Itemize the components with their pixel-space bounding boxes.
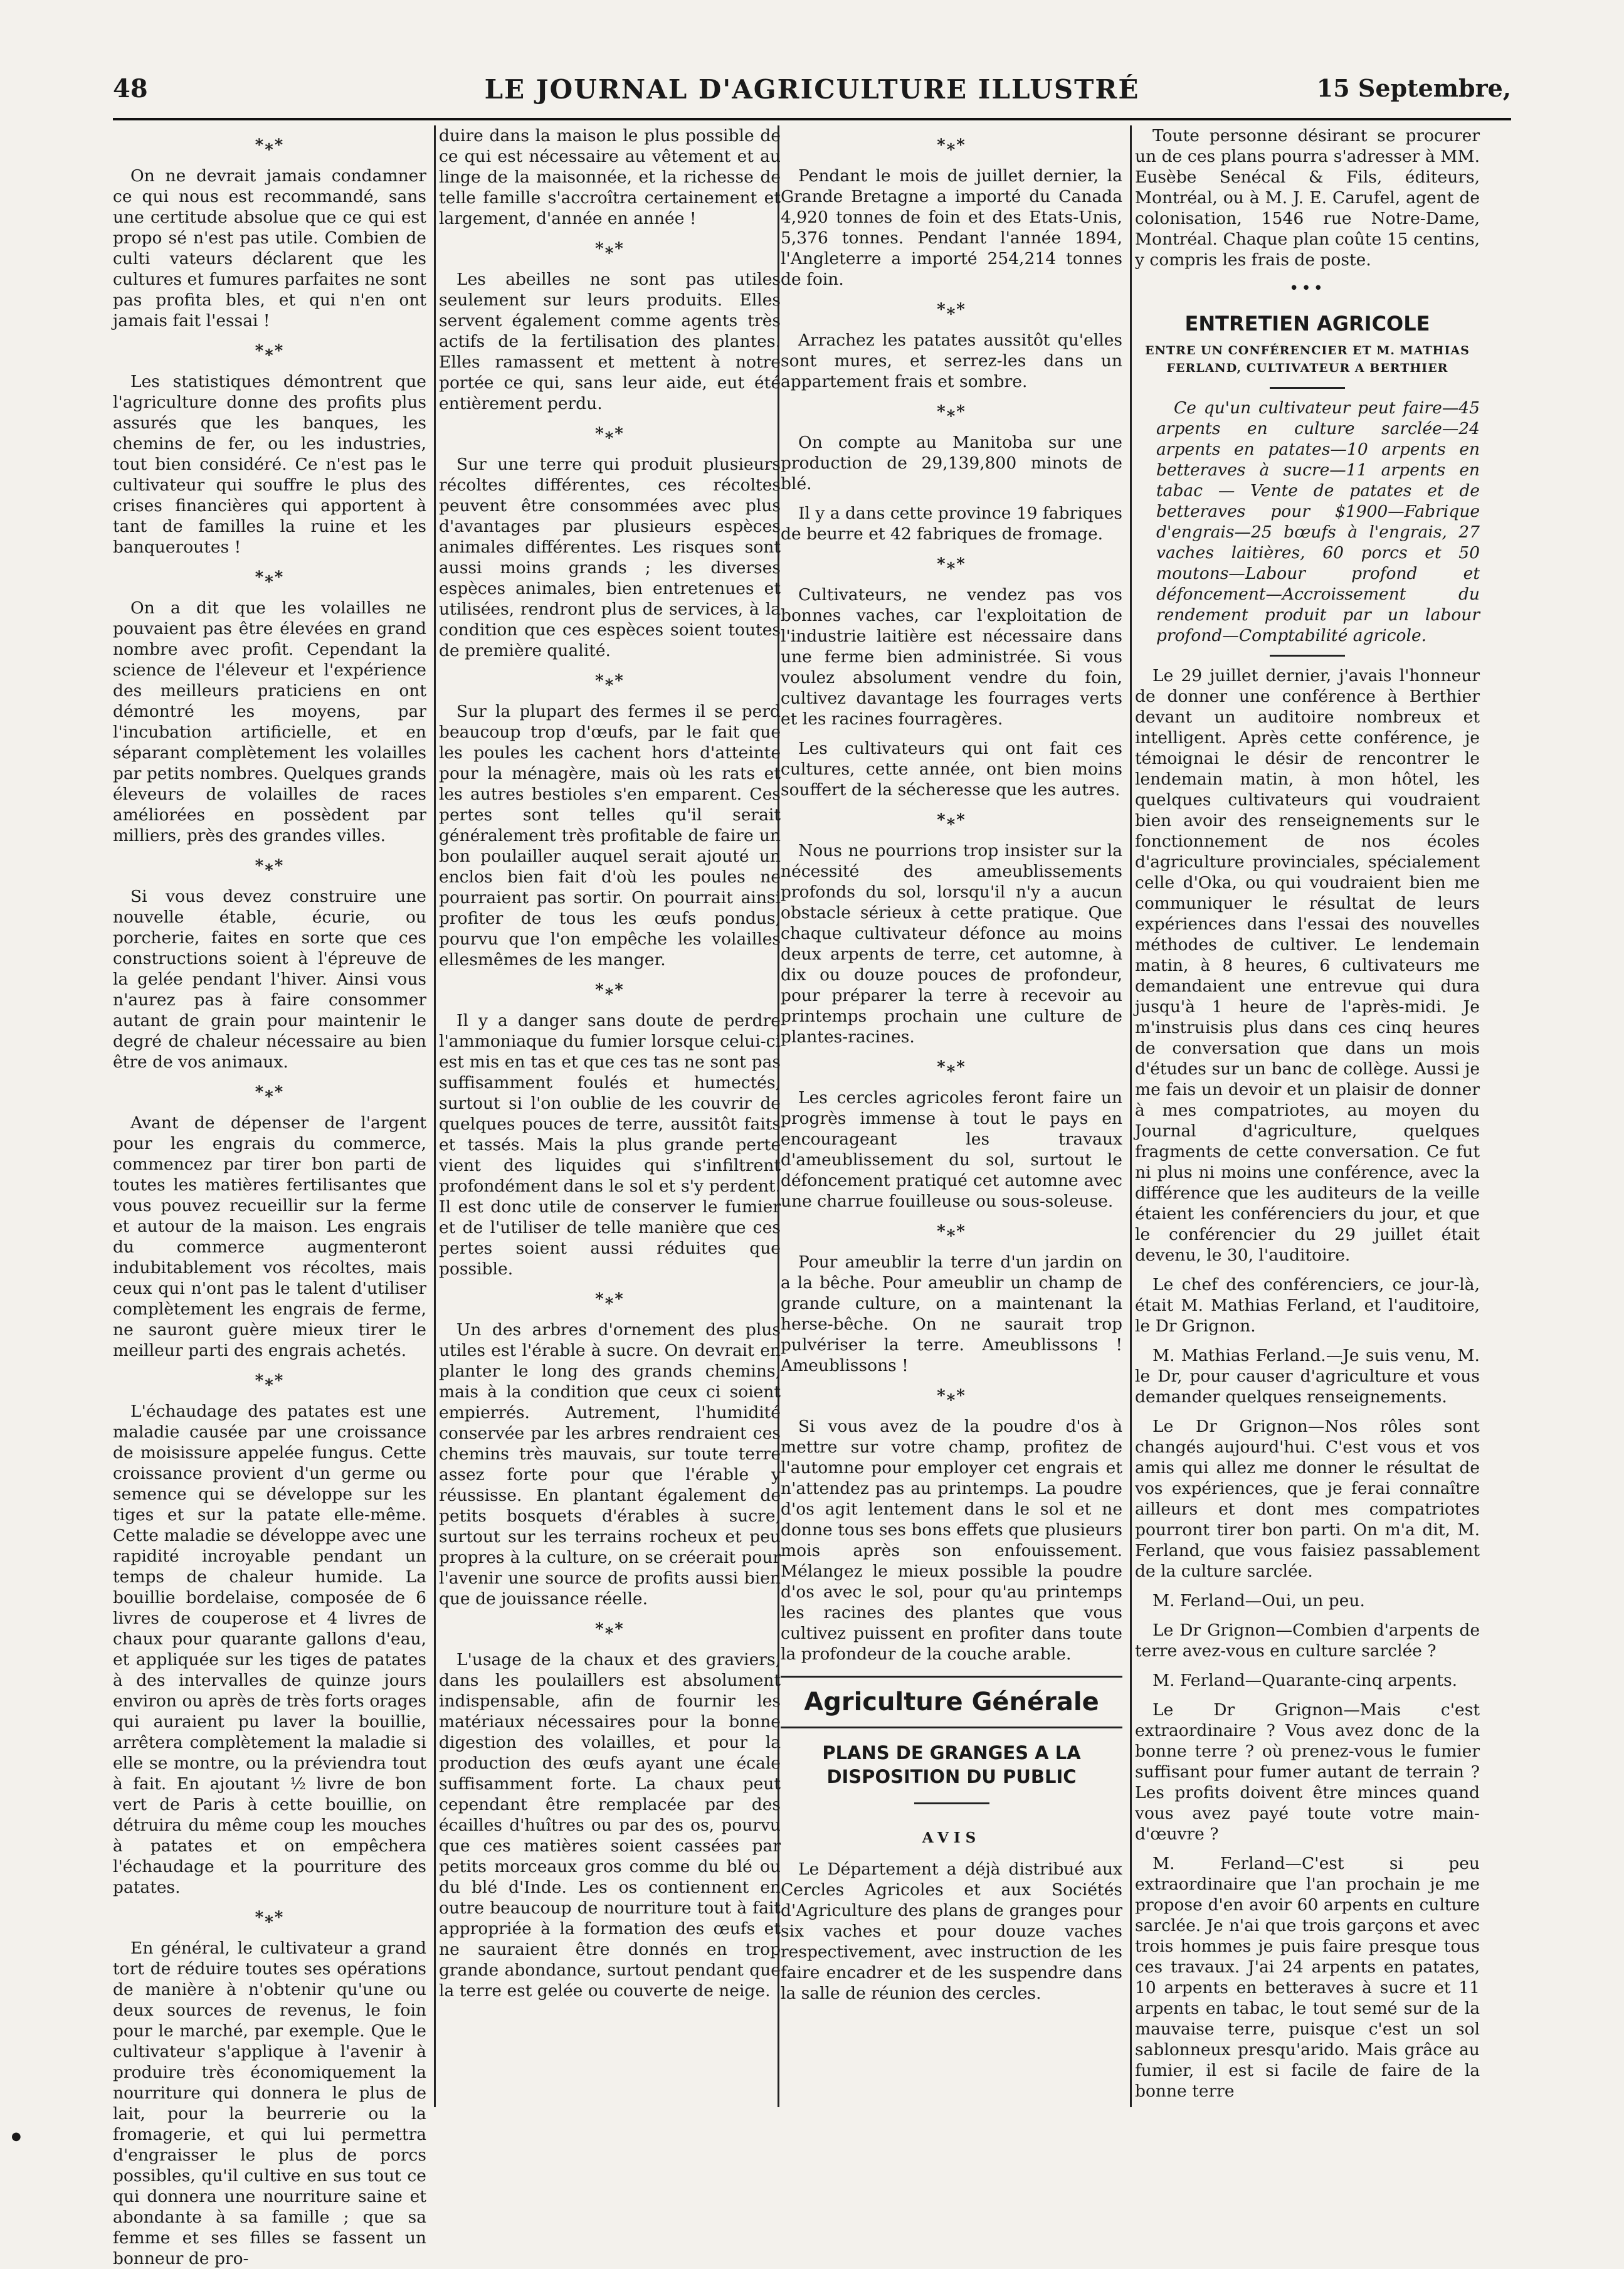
article-paragraph: Arrachez les patates aussitôt qu'elles sont mures, et serrez-les dans un appartement frais et sombre. [781,331,1122,391]
section-title: ENTRETIEN AGRICOLE [1184,312,1430,336]
asterism-separator: *⁎* [255,342,285,361]
asterism-separator: *⁎* [595,981,625,1000]
article-paragraph: Avant de dépenser de l'argent pour les engrais du commerce, commencez par tirer bon parti de toutes les matières fertilisantes que vous pouvez recueillir sur la ferme et autour de la maison. Les engrais du commerce augmenteront indubitablement vos récoltes, mais ceux qui n'ont pas le talent d'utiliser complètement les engrais de ferme, ne sauront guère mieux tirer le meilleur parti des engrais achetés. [113,1113,426,1360]
dialogue-line: M. Ferland—Quarante-cinq arpents. [1152,1671,1458,1690]
asterism-separator: *⁎* [255,857,285,875]
journal-title: LE JOURNAL D'AGRICULTURE ILLUSTRÉ [484,74,1140,105]
asterism-separator: *⁎* [595,1620,625,1639]
article-paragraph: Si vous avez de la poudre d'os à mettre sur votre champ, profitez de l'automne pour employer cet engrais et n'attendez pas au printemps. La poudre d'os agit lentement dans le sol et ne donne tous ses bons effets que plusieurs mois après son enfouissement. Mélangez le mieux possible la poudre d'os avec le sol, pour qu'au printemps les racines des plantes que vous cultivez puissent en profiter dans toute la profondeur de la couche arable. [781,1417,1122,1664]
article-paragraph: On ne devrait jamais condamner ce qui nous est recommandé, sans une certitude absolue que ce qui est propo sé n'est pas utile. Combien de culti vateurs déclarent que les cultures et fumures parfaites ne sont pas profita bles, et qui n'en ont jamais fait l'essai ! [113,166,426,331]
summary-text: Ce qu'un cultivateur peut faire—45 arpents en culture sarclée—24 arpents en patates—10 arpents en betteraves à sucre—11 arpents en tabac — Vente de patates et de betteraves pour $1900—Fabrique d'engrais—25 bœufs à l'engrais, 27 vaches laitières, 60 porcs et 50 moutons—Labour profond et défoncement—Accroissement du rendement produit par un labour profond—Comptabilité agricole. [1156,398,1480,645]
article-paragraph: duire dans la maison le plus possible de ce qui est nécessaire au vêtement et au linge de la maisonnée, et la richesse de telle famille s'accroîtra certainement et largement, d'année en année ! [439,126,781,228]
article-paragraph: Sur une terre qui produit plusieurs récoltes différentes, ces récoltes peuvent être consommées avec plus d'avantages par plusieurs espèces animales différentes. Les risques sont aussi moins grands ; les diverses espèces animales, bien entretenues et utilisées, rendront plus de services, à la condition que ces espèces soient toutes de première qualité. [439,455,781,660]
short-rule [914,1802,989,1804]
asterism-separator: *⁎* [937,300,966,319]
dots-separator: ••• [1289,279,1326,298]
column-divider [434,125,436,2107]
article-paragraph: Le Département a déjà distribué aux Cercles Agricoles et aux Sociétés d'Agriculture des plans de granges pour six vaches et pour douze vaches respectivement, avec instruction de les faire encadrer et de les suspendre dans la salle de réunion des cercles. [781,1859,1122,2003]
article-paragraph: Toute personne désirant se procurer un de ces plans pourra s'adresser à MM. Eusèbe Senécal & Fils, éditeurs, Montréal, ou à M. J. E. Carufel, agent de colonisation, 1546 rue Notre-Dame, Montréal. Chaque plan coûte 15 centins, y compris les frais de poste. [1135,126,1480,270]
asterism-separator: *⁎* [937,1387,966,1405]
column-3 [781,125,1122,2107]
column-4 [1135,125,1480,2107]
article-paragraph: En général, le cultivateur a grand tort de réduire toutes ses opérations de manière à n'obtenir qu'une ou deux sources de revenus, le foin pour le marché, par exemple. Que le cultivateur s'applique à l'avenir à produire très économiquement la nourriture qui donnera le plus de lait, pour la beurrerie ou la fromagerie, et qui lui permettra d'engraisser le plus de porcs possibles, qu'il cultive en sus tout ce qui donnera une nourriture saine et abondante à sa famille ; que sa femme et ses filles se fassent un bonneur de pro- [113,1938,426,2268]
article-paragraph: Il y a danger sans doute de perdre l'ammoniaque du fumier lorsque celui-ci est mis en tas et que ces tas ne sont pas suffisamment foulés et humectés, surtout si l'on oublie de les couvrir de quelques pouces de terre, aussitôt faits et tassés. Mais la plus grande perte vient des liquides qui s'infiltrent profondément dans le sol et s'y perdent. Il est donc utile de conserver le fumier et de l'utiliser de telle manière que ces pertes soient aussi réduites que possible. [439,1011,781,1279]
article-paragraph: Le 29 juillet dernier, j'avais l'honneur de donner une conférence à Berthier devant un auditoire nombreux et intelligent. Après cette conférence, je témoignai le désir de rencontrer le lendemain matin, à mon hôtel, les quelques cultivateurs qui voudraient bien avoir des renseignements sur le fonctionnement de nos écoles d'agriculture provinciales, spécialement celle d'Oka, ou qui voudraient bien me communiquer le résultat de leurs expériences dans l'essai des nouvelles méthodes de cultiver. Le lendemain matin, à 8 heures, 6 cultivateurs me demandaient une entrevue qui dura jusqu'à 1 heure de l'après-midi. Je m'instruisis plus dans ces cinq heures de conversation que dans un mois d'études sur un banc de collège. Aussi je me fais un devoir et un plaisir de donner à mes compatriotes, au moyen du Journal d'agriculture, quelques fragments de cette conversation. Ce fut ni plus ni moins une conférence, avec la différence que les auditeurs de la veille étaient les conférenciers du jour, et que le conférencier du 29 juillet était devenu, le 30, l'auditoire. [1135,666,1480,1265]
article-paragraph: Un des arbres d'ornement des plus utiles est l'érable à sucre. On devrait en planter le long des grands chemins, mais à la condition que ceux ci soient empierrés. Autrement, l'humidité conservée par les arbres rendraient ces chemins très mauvais, sur toute terre assez forte pour que l'érable y réussisse. En plantant également de petits bosquets d'érables à sucre, surtout sur les terrains rocheux et peu propres à la culture, on se créerait pour l'avenir une source de profits aussi bien que de jouissance réelle. [439,1320,781,1609]
dialogue-line: Le Dr Grignon—Combien d'arpents de terre avez-vous en culture sarclée ? [1135,1621,1480,1661]
section-subtitle: PLANS DE GRANGES A LA DISPOSITION DU PUBLIC [822,1742,1081,1787]
page-number: 48 [113,74,148,103]
section-subtitle: ENTRE UN CONFÉRENCIER ET M. MATHIAS FERLAND, CULTIVATEUR A BERTHIER [1145,344,1470,375]
short-rule [1270,655,1345,657]
dialogue-line: M. Mathias Ferland.—Je suis venu, M. le Dr, pour causer d'agriculture et vous demander quelques renseignements. [1135,1346,1480,1407]
asterism-separator: *⁎* [255,1908,285,1927]
section-heading-box: Agriculture Générale [781,1676,1122,1728]
article-paragraph: Sur la plupart des fermes il se perd beaucoup trop d'œufs, par le fait que les poules les cachent hors d'atteinte pour la ménagère, mais où les rats et les autres bestioles s'en emparent. Ces pertes sont telles qu'il serait généralement très profitable de faire un bon poulailler auquel serait ajouté un enclos bien fait d'où les poules ne pourraient pas sortir. On pourrait ainsi profiter de tous les œufs pondus, pourvu que l'on empêche les volailles ellesmêmes de les manger. [439,702,781,970]
asterism-separator: *⁎* [595,425,625,443]
article-paragraph: Les cercles agricoles feront faire un progrès immense à tout le pays en encourageant les travaux d'ameublissement du sol, surtout le défoncement pratiqué cet automne avec une charrue fouilleuse ou sous-soleuse. [781,1088,1122,1211]
dialogue-line: M. Ferland—Oui, un peu. [1152,1591,1365,1611]
dialogue-line: M. Ferland—C'est si peu extraordinaire que l'an prochain je me propose d'en avoir 60 arpents en culture sarclée. Je n'ai que trois garçons et avec trois hommes je puis faire presque tous ces travaux. J'ai 24 arpents en patates, 10 arpents en betteraves à sucre et 11 arpents en tabac, le tout semé sur de la mauvaise terre, puisque c'est un sol sablonneux presqu'arido. Mais grâce au fumier, il est si facile de faire de la bonne terre [1135,1854,1480,2101]
issue-date: 15 Septembre, [1316,74,1511,102]
article-paragraph: L'usage de la chaux et des graviers, dans les poulaillers est absolument indispensable, afin de fournir les matériaux nécessaires pour la bonne digestion des volailles, et pour la production des œufs ayant une écale suffisamment forte. La chaux peut cependant être remplacée par des écailles d'huîtres ou par des os, pourvu que ces matières soient cassées par petits morceaux gros comme du blé ou du blé d'Inde. Les os contiennent en outre beaucoup de nourriture tout à fait appropriée à la formation des œufs et ne sauraient être donnés en trop grande abondance, surtout pendant que la terre est gelée ou couverte de neige. [439,1650,781,2001]
asterism-separator: *⁎* [255,136,285,155]
article-paragraph: On a dit que les volailles ne pouvaient pas être élevées en grand nombre avec profit. Cependant la science de l'éleveur et l'expérience des meilleurs praticiens en ont démontré les moyens, par l'incubation artificielle, et en séparant complètement les volailles par petits nombres. Quelques grands éleveurs de volailles de races améliorées en possèdent par milliers, près des grandes villes. [113,598,426,845]
article-paragraph: Le chef des conférenciers, ce jour-là, était M. Mathias Ferland, et l'auditoire, le Dr Grignon. [1135,1275,1480,1336]
asterism-separator: *⁎* [937,403,966,421]
article-paragraph: Si vous devez construire une nouvelle étable, écurie, ou porcherie, faites en sorte que ces constructions soient à l'épreuve de la gelée pendant l'hiver. Ainsi vous n'aurez pas à faire consommer autant de grain pour maintenir le degré de chaleur nécessaire au bien être de vos animaux. [113,887,426,1072]
asterism-separator: *⁎* [255,1083,285,1102]
column-divider [1130,125,1132,2107]
asterism-separator: *⁎* [937,1222,966,1241]
article-paragraph: On compte au Manitoba sur une production de 29,139,800 minots de blé. [781,433,1122,494]
asterism-separator: *⁎* [255,1372,285,1390]
asterism-separator: *⁎* [937,136,966,155]
article-paragraph: Les cultivateurs qui ont fait ces cultures, cette année, ont bien moins souffert de la sécheresse que les autres. [781,739,1122,800]
asterism-separator: *⁎* [595,240,625,258]
article-paragraph: Pendant le mois de juillet dernier, la Grande Bretagne a importé du Canada 4,920 tonnes de foin et des Etats-Unis, 5,376 tonnes. Pendant l'année 1894, l'Angleterre a importé 254,214 tonnes de foin. [781,166,1122,289]
column-1 [113,125,426,2268]
asterism-separator: *⁎* [937,555,966,574]
article-paragraph: L'échaudage des patates est une maladie causée par une croissance de moisissure appelée fungus. Cette croissance provient d'un germe ou semence qui se développe sur les tiges et sur la patate elle-même. Cette maladie se développe avec une rapidité incroyable pendant un temps de chaleur humide. La bouillie bordelaise, composée de 6 livres de couperose et 4 livres de chaux pour quarante gallons d'eau, et appliquée sur les tiges de patates à des intervalles de quinze jours environ ou après de très forts orages qui auraient pu laver la bouillie, arrêtera complètement la maladie si elle se montre, ou la préviendra tout à fait. En ajoutant ½ livre de bon vert de Paris à cette bouillie, on détruira du même coup les mouches à patates et on empêchera l'échaudage et la pourriture des patates. [113,1402,426,1897]
article-paragraph: Les abeilles ne sont pas utiles seulement sur leurs produits. Elles servent également comme agents très actifs de la fertilisation des plantes. Elles ramassent et mettent à notre portée ce qui, sans leur aide, eut été entièrement perdu. [439,270,781,413]
asterism-separator: *⁎* [595,672,625,690]
asterism-separator: *⁎* [937,811,966,830]
column-2 [439,125,781,2107]
margin-dot: ● [11,2130,21,2143]
page-header [113,74,1511,120]
dialogue-line: Le Dr Grignon—Mais c'est extraordinaire ? Vous avez donc de la bonne terre ? où prenez-vous le fumier suffisant pour fumer autant de terrain ? Les profits doivent être minces quand vous avez payé toute votre main-d'œuvre ? [1135,1700,1480,1844]
avis-label: AVIS [922,1829,981,1846]
asterism-separator: *⁎* [595,1290,625,1309]
article-paragraph: Les statistiques démontrent que l'agriculture donne des profits plus assurés que les banques, les chemins de fer, ou les industries, tout bien considéré. Ce n'est pas le cultivateur qui souffre le plus des crises financières qui apportent à tant de familles la ruine et les banqueroutes ! [113,372,426,557]
asterism-separator: *⁎* [937,1058,966,1077]
article-paragraph: Pour ameublir la terre d'un jardin on a la bêche. Pour ameublir un champ de grande culture, on a maintenant la herse-bêche. On ne saurait trop pulvériser la terre. Ameublissons ! Ameublissons ! [781,1252,1122,1375]
asterism-separator: *⁎* [255,568,285,587]
short-rule [1270,387,1345,389]
article-paragraph: Nous ne pourrions trop insister sur la nécessité des ameublissements profonds du sol, lorsqu'il n'y a aucun obstacle sérieux à cette pratique. Que chaque cultivateur défonce au moins deux arpents de terre, cet automne, à dix ou douze pouces de profondeur, pour préparer la terre à recevoir au printemps prochain une culture de plantes-racines. [781,841,1122,1047]
article-paragraph: Il y a dans cette province 19 fabriques de beurre et 42 fabriques de fromage. [781,504,1122,544]
dialogue-line: Le Dr Grignon—Nos rôles sont changés aujourd'hui. C'est vous et vos amis qui allez me donner le résultat de vos expériences, que je ferai connaître ailleurs et dont mes compatriotes pourront tirer bon parti. On m'a dit, M. Ferland, que vous faisiez passablement de la culture sarclée. [1135,1417,1480,1581]
article-paragraph: Cultivateurs, ne vendez pas vos bonnes vaches, car l'exploitation de l'industrie laitière est nécessaire dans une ferme bien administrée. Si vous voulez absolument vendre du foin, cultivez davantage les fourrages verts et les racines fourragères. [781,585,1122,729]
